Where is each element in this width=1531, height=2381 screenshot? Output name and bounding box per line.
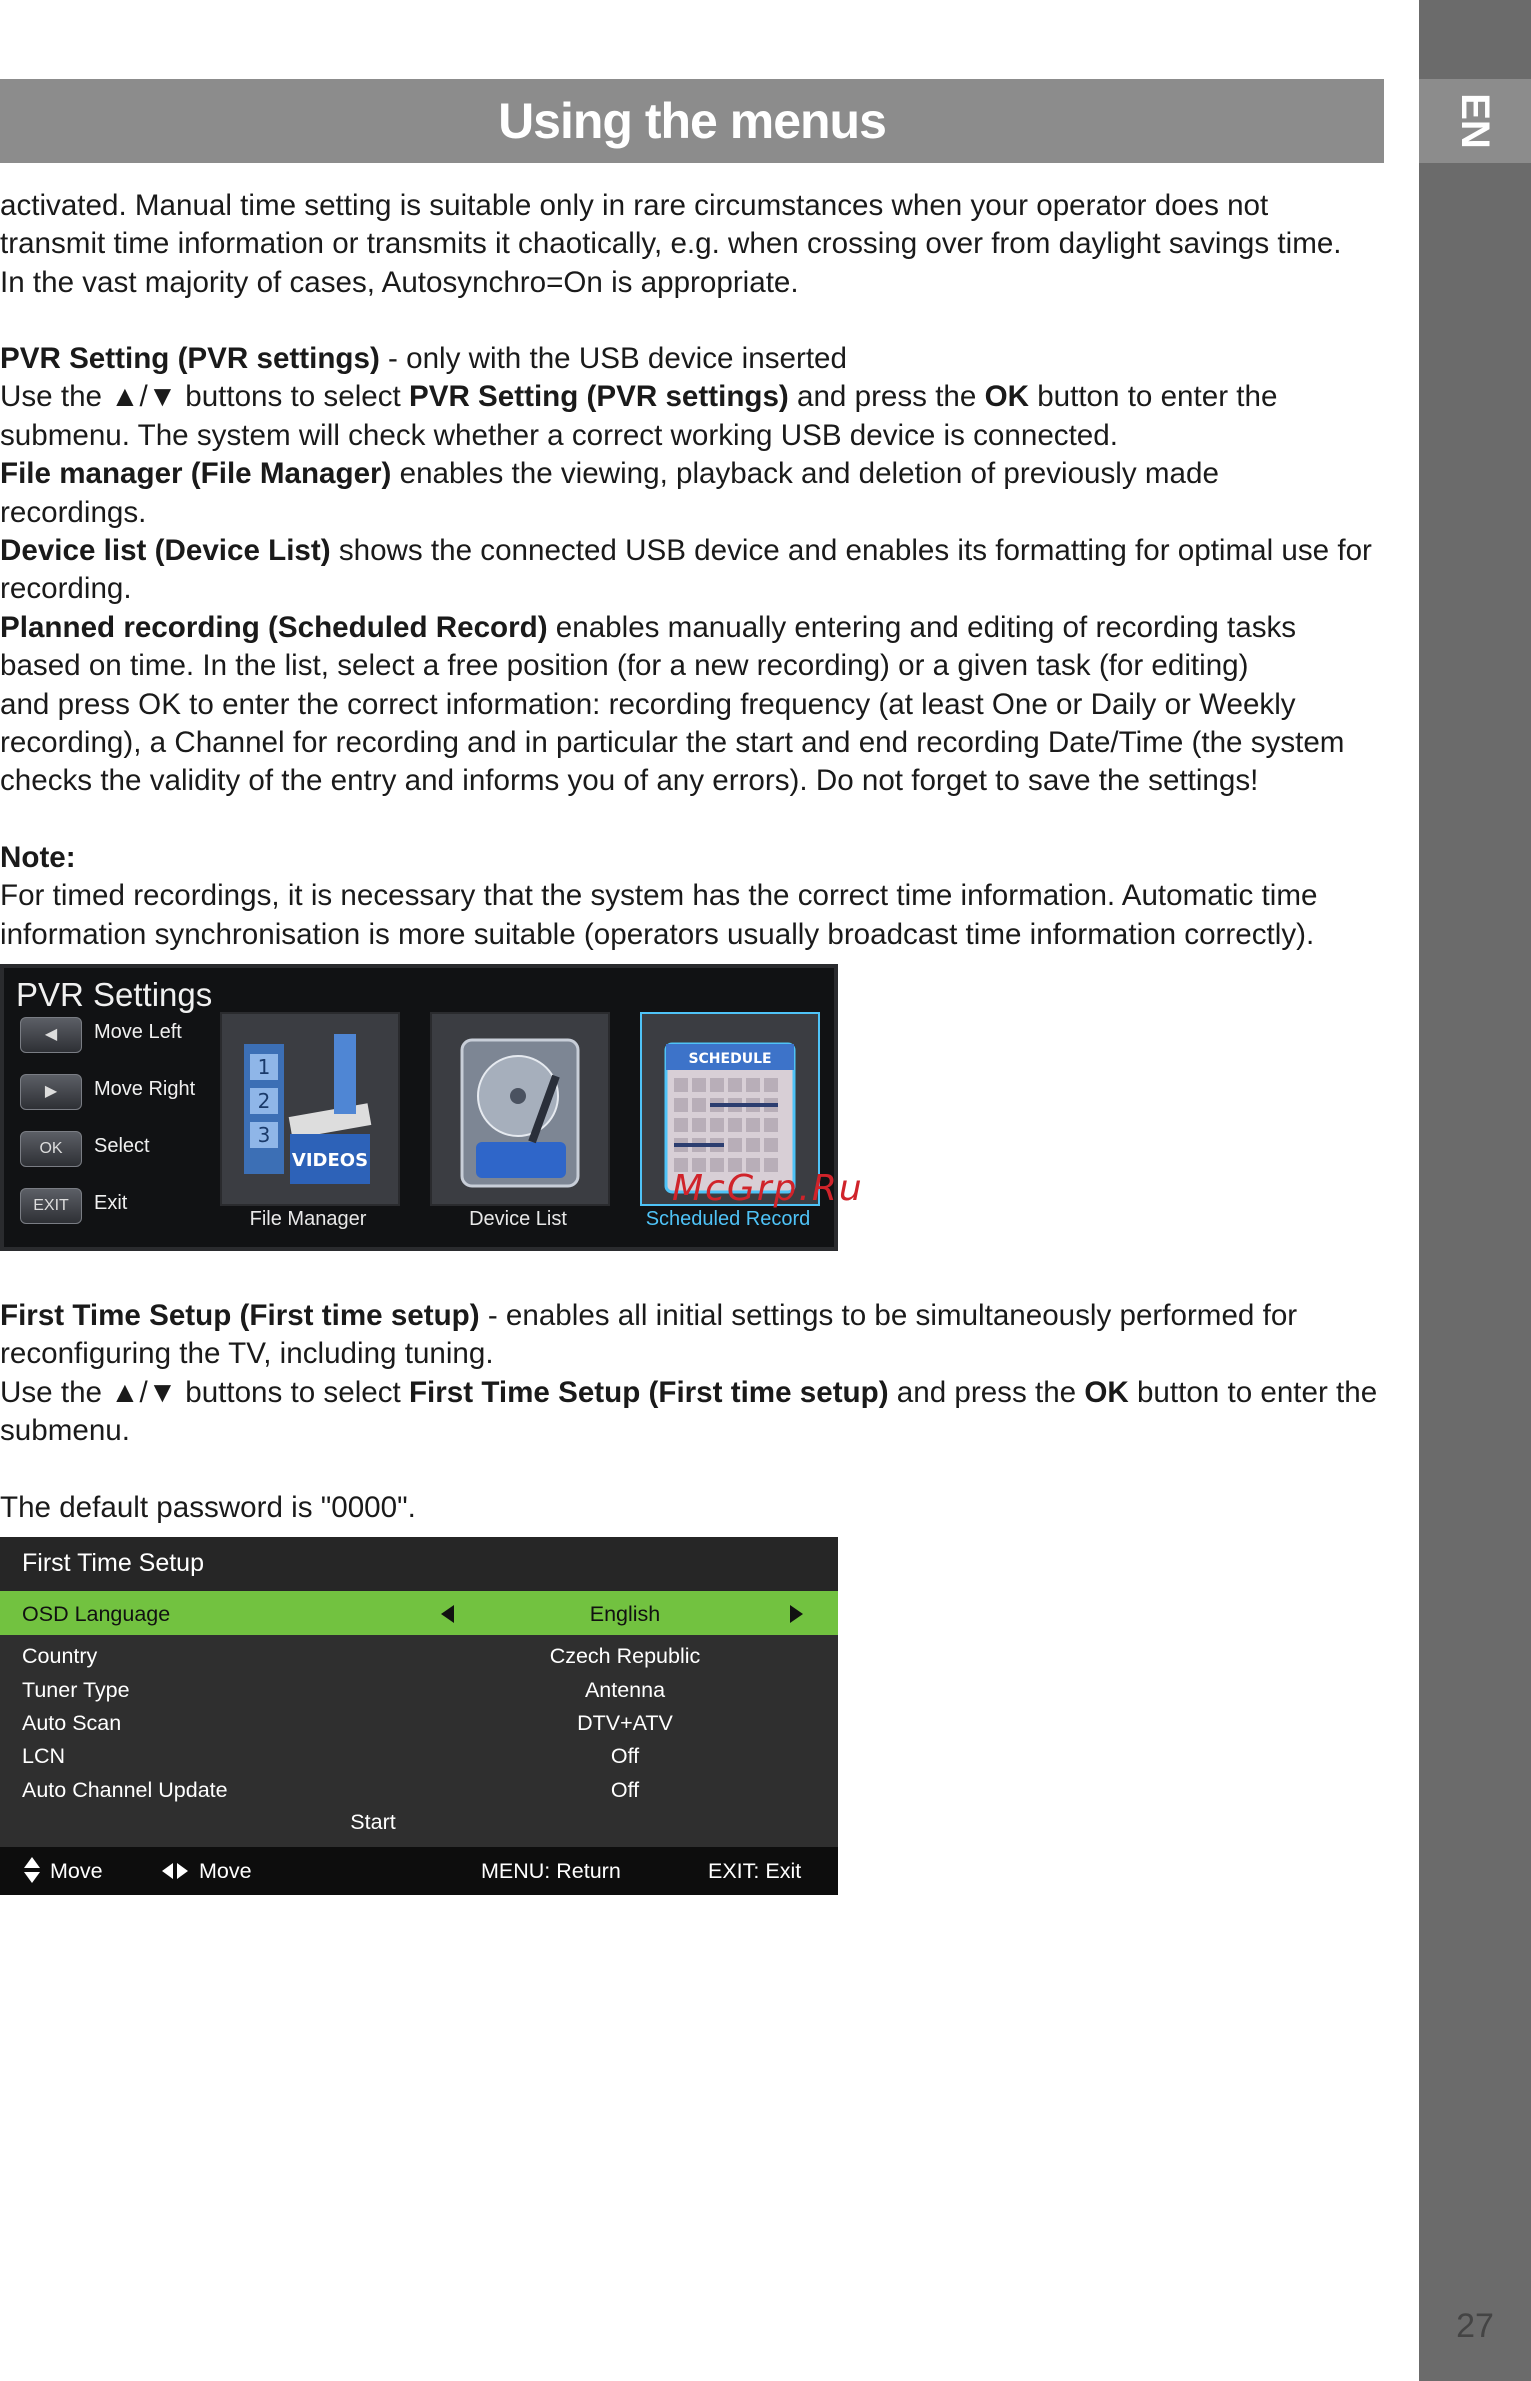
note-section <box>0 839 1400 954</box>
ok-key-icon: OK <box>20 1131 82 1167</box>
pvr-screen-title: PVR Settings <box>16 976 213 1013</box>
text-line: information synchronisation is more suitable (operators usually broadcast time information correctly). <box>0 917 1315 951</box>
file-manager-desc <box>0 455 1400 493</box>
text-line: based on time. In the list, select a free position (for a new recording) or a given task (for editing) <box>0 649 1249 683</box>
device-list-tile[interactable] <box>430 1012 610 1206</box>
setting-value: Czech Republic <box>549 1644 701 1668</box>
setting-row-osd-language[interactable] <box>0 1591 838 1635</box>
default-password-text: The default password is "0000". <box>0 1491 416 1524</box>
text: Use the ▲/▼ buttons to select <box>0 1375 409 1409</box>
svg-text:2: 2 <box>257 1089 271 1113</box>
arrow-right-icon[interactable] <box>790 1605 803 1623</box>
language-label: EN <box>1453 93 1497 149</box>
text-line: For timed recordings, it is necessary that the system has the correct time information. Automatic time <box>0 879 1318 913</box>
setting-value: English <box>589 1602 661 1626</box>
setting-label: OSD Language <box>22 1602 171 1626</box>
text-bold: PVR Setting (PVR settings) <box>408 380 789 414</box>
text: shows the connected USB device and enables its formatting for optimal use for <box>330 534 1372 568</box>
page-number: 27 <box>1456 2307 1494 2345</box>
text-line: reconfiguring the TV, including tuning. <box>0 1337 494 1371</box>
hard-drive-icon <box>432 1014 608 1204</box>
fts-heading <box>0 1297 1400 1335</box>
setting-value: Off <box>610 1778 640 1802</box>
text-line: and press OK to enter the correct information: recording frequency (at least One or Daily or Weekly <box>0 687 1296 721</box>
svg-text:1: 1 <box>257 1055 271 1079</box>
text: button to enter the <box>1128 1375 1378 1409</box>
arrow-left-icon[interactable] <box>441 1605 454 1623</box>
text-bold: First Time Setup (First time setup) <box>408 1375 889 1409</box>
pvr-heading-rest: - only with the USB device inserted <box>379 342 847 375</box>
film-clapper-icon <box>222 1014 398 1204</box>
setting-row-auto-scan[interactable] <box>0 1706 838 1740</box>
svg-text:3: 3 <box>257 1123 271 1147</box>
intro-paragraph <box>0 187 1400 302</box>
pvr-usage <box>0 378 1400 416</box>
text-line: recordings. <box>0 495 147 529</box>
text-line: recording. <box>0 572 132 606</box>
up-down-arrows-icon <box>24 1857 40 1885</box>
setting-label: LCN <box>22 1744 66 1768</box>
device-list-desc <box>0 532 1400 570</box>
setting-label: Auto Scan <box>22 1711 122 1735</box>
text-bold: First Time Setup (First time setup) <box>0 1299 480 1332</box>
setting-value: Antenna <box>584 1678 666 1702</box>
device-list-label: Device List <box>469 1208 567 1230</box>
sidebar <box>1419 0 1531 2381</box>
arrow-right-icon: ▶ <box>20 1074 82 1110</box>
text-bold: Planned recording (Scheduled Record) <box>0 610 548 644</box>
footer-move-horizontal: Move <box>199 1859 252 1883</box>
note-title-text: Note: <box>0 841 76 874</box>
control-move-right <box>20 1074 230 1110</box>
watermark: McGrp.Ru <box>672 1168 864 1209</box>
page-title: Using the menus <box>498 93 886 149</box>
footer-move-vertical: Move <box>50 1859 103 1883</box>
text: and press the <box>888 1375 1085 1409</box>
tile-art-text: SCHEDULE <box>688 1051 772 1067</box>
left-right-arrows-icon <box>162 1863 192 1881</box>
control-label: Move Left <box>94 1021 182 1043</box>
setting-row-tuner-type[interactable] <box>0 1673 838 1707</box>
text: enables the viewing, playback and deletion of previously made <box>391 457 1219 491</box>
text-line: recording), a Channel for recording and in particular the start and end recording Date/Time (the system <box>0 726 1345 760</box>
fts-header <box>0 1537 838 1591</box>
text-bold: Device list (Device List) <box>0 534 331 568</box>
pvr-section <box>0 340 1400 801</box>
control-exit <box>20 1188 230 1224</box>
pvr-heading-bold: PVR Setting (PVR settings) <box>0 342 380 375</box>
planned-recording-desc <box>0 609 1400 647</box>
text-line: submenu. The system will check whether a correct working USB device is connected. <box>0 418 1118 452</box>
text-line: submenu. <box>0 1414 130 1448</box>
first-time-setup-section <box>0 1297 1400 1451</box>
setting-label: Auto Channel Update <box>22 1778 228 1802</box>
file-manager-label: File Manager <box>249 1208 367 1230</box>
setting-row-country[interactable] <box>0 1639 838 1673</box>
text: - enables all initial settings to be simultaneously performed for <box>479 1299 1298 1332</box>
setting-row-auto-channel-update[interactable] <box>0 1773 838 1807</box>
text: enables manually entering and editing of recording tasks <box>547 610 1297 644</box>
setting-value: DTV+ATV <box>577 1711 673 1735</box>
fts-footer <box>0 1847 838 1895</box>
setting-value: Off <box>610 1744 640 1768</box>
ok-key: OK <box>1084 1375 1129 1409</box>
pvr-heading <box>0 340 1400 378</box>
control-label: Move Right <box>94 1078 196 1100</box>
text-bold: File manager (File Manager) <box>0 457 392 491</box>
tile-art-text: VIDEOS <box>291 1150 369 1171</box>
scheduled-record-label: Scheduled Record <box>645 1208 811 1230</box>
start-button[interactable]: Start <box>350 1810 396 1834</box>
first-time-setup-screenshot <box>0 1537 838 1895</box>
note-title <box>0 839 1400 877</box>
text: button to enter the <box>1028 380 1278 414</box>
setting-row-lcn[interactable] <box>0 1739 838 1773</box>
setting-label: Tuner Type <box>22 1678 130 1702</box>
file-manager-tile[interactable] <box>220 1012 400 1206</box>
arrow-left-icon: ◀ <box>20 1017 82 1053</box>
text: and press the <box>788 380 985 414</box>
footer-exit: EXIT: Exit <box>708 1859 802 1883</box>
exit-key-icon: EXIT <box>20 1188 82 1224</box>
fts-usage <box>0 1374 1400 1412</box>
text-line: activated. Manual time setting is suitable only in rare circumstances when your operator does not <box>0 189 1269 222</box>
text-line: In the vast majority of cases, Autosynchro=On is appropriate. <box>0 265 799 299</box>
setting-label: Country <box>22 1644 98 1668</box>
text-line: checks the validity of the entry and informs you of any errors). Do not forget to save the settings! <box>0 764 1259 798</box>
ok-key: OK <box>984 380 1029 414</box>
control-label: Exit <box>94 1192 128 1214</box>
footer-menu-return: MENU: Return <box>481 1859 621 1883</box>
fts-title: First Time Setup <box>22 1549 204 1577</box>
control-move-left <box>20 1017 230 1053</box>
control-label: Select <box>94 1135 150 1157</box>
text-line: transmit time information or transmits it chaotically, e.g. when crossing over from daylight savings time. <box>0 227 1342 261</box>
control-select <box>20 1131 230 1167</box>
text: Use the ▲/▼ buttons to select <box>0 380 409 414</box>
